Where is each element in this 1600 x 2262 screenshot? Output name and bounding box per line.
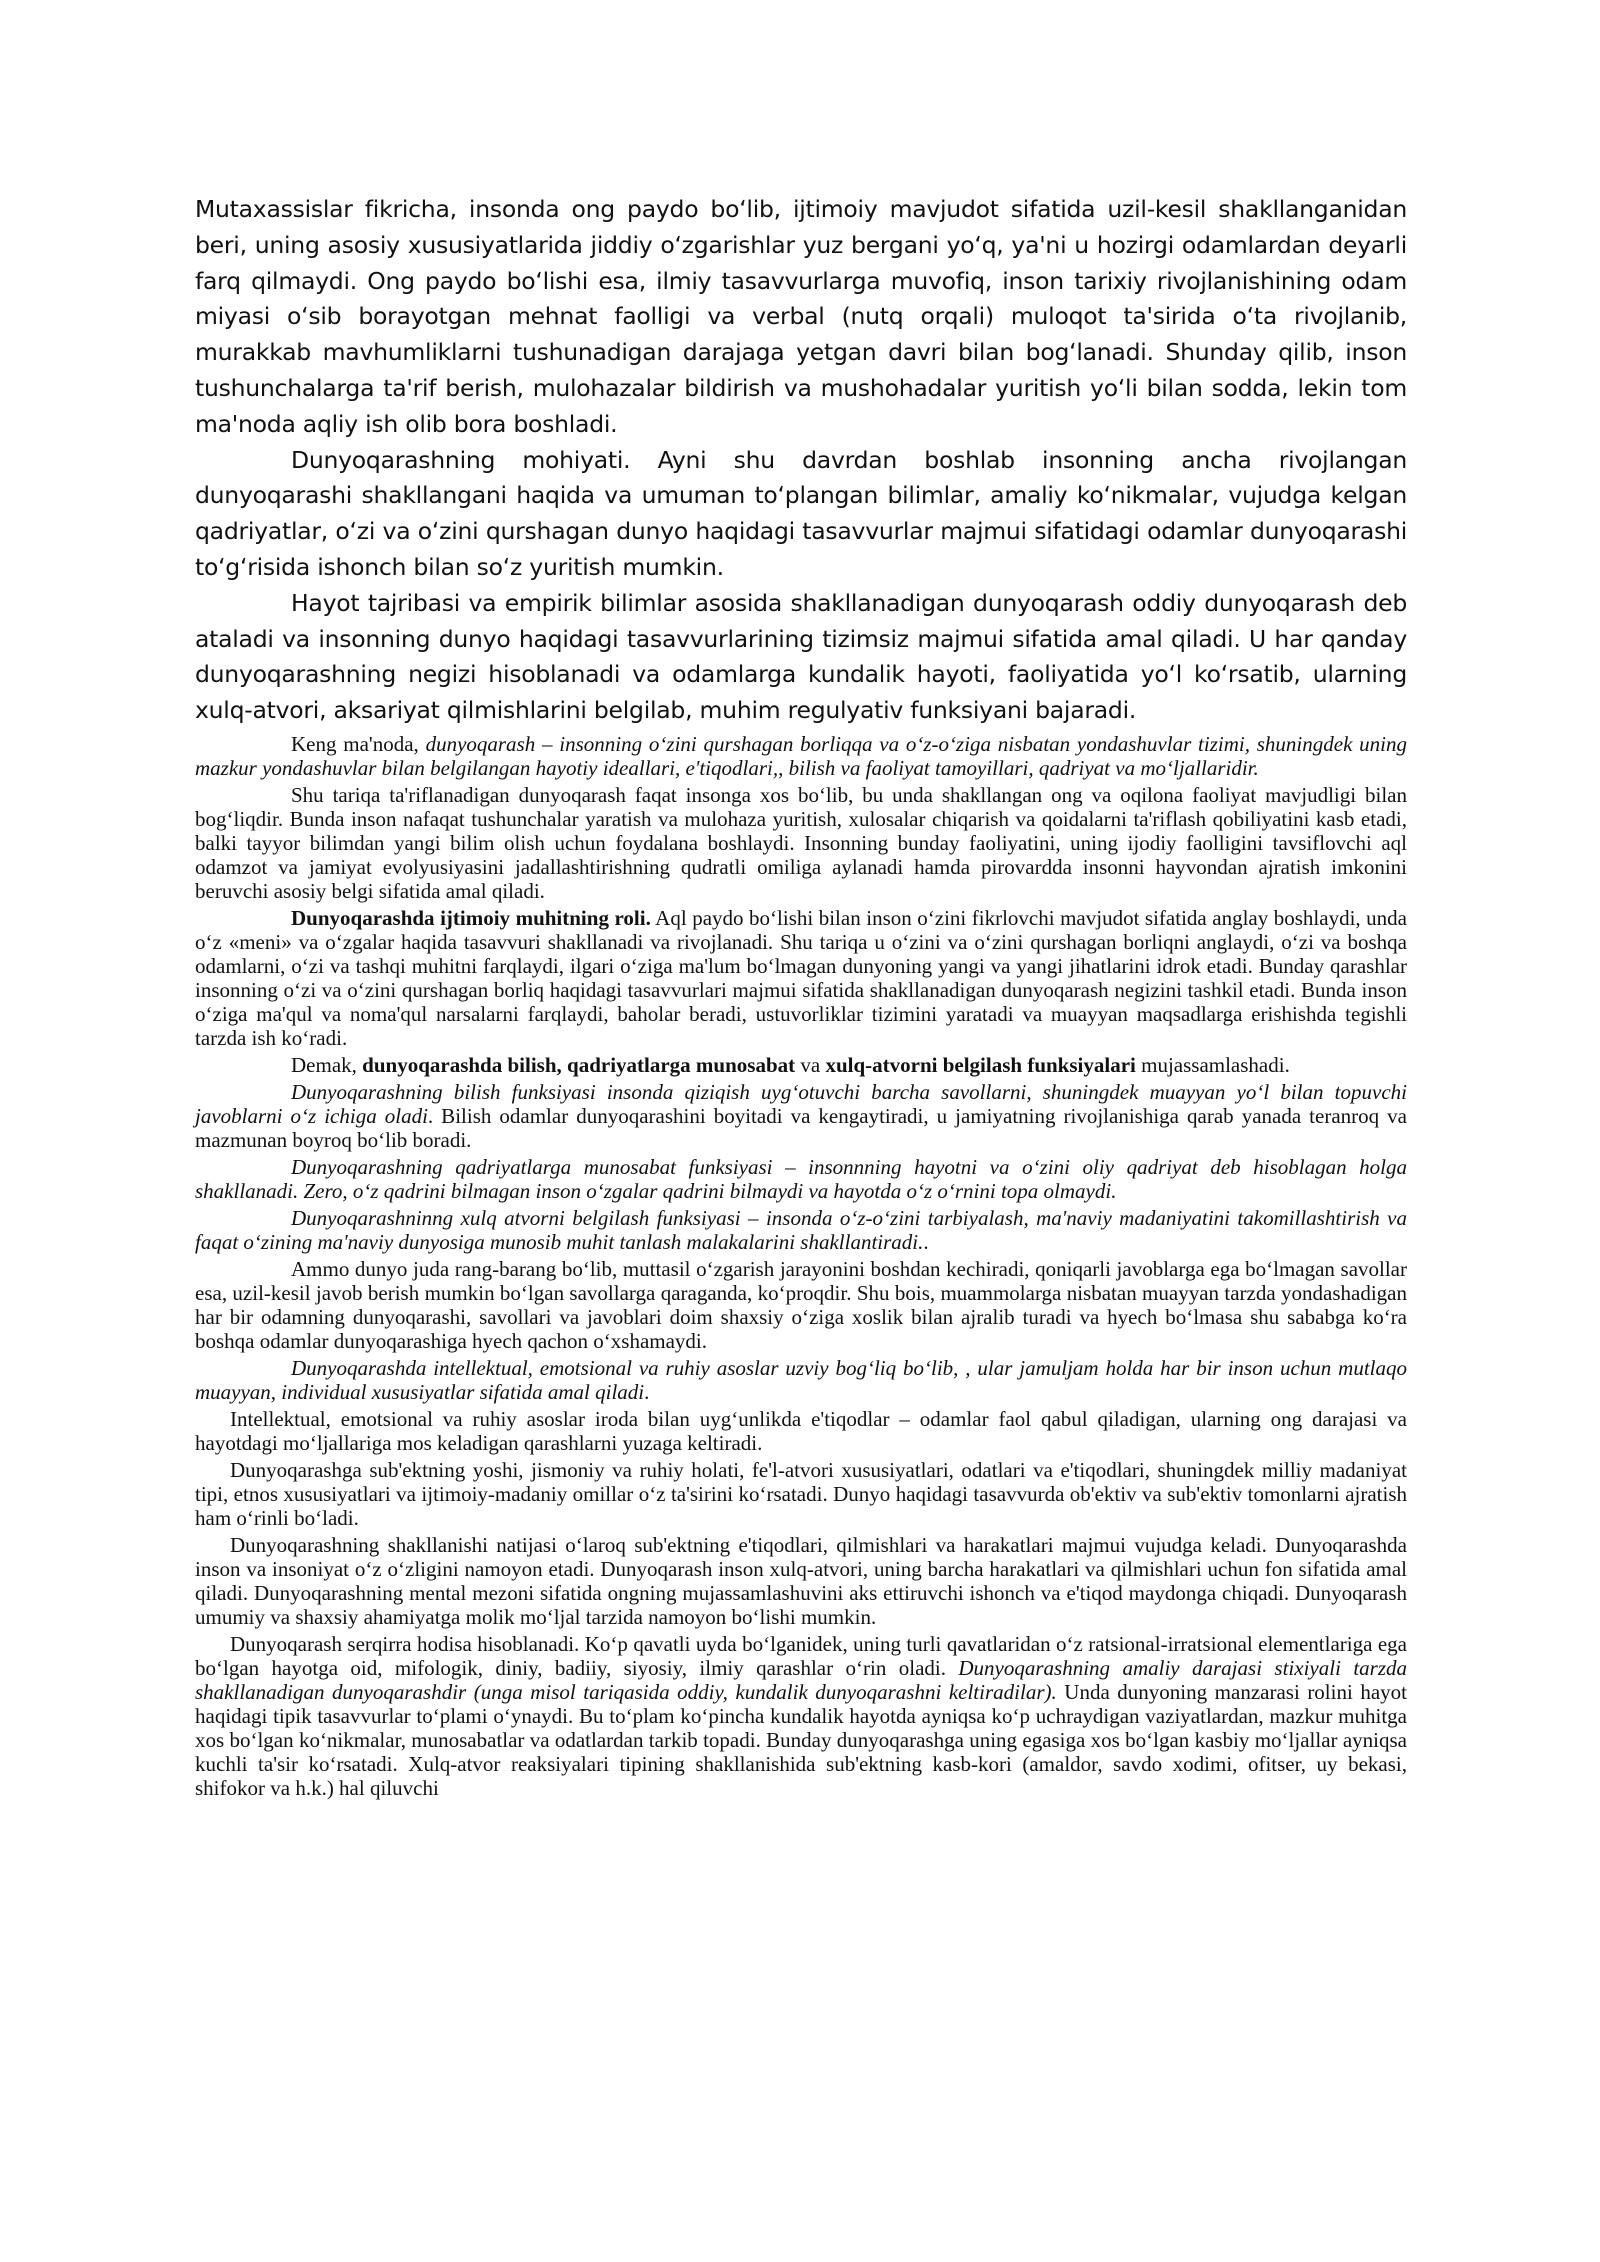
paragraph: Dunyoqarashning shakllanishi natijasi oʻlaroq sub'ektning e'tiqodlari, qilmishlari va harakatlari majmui vujudga keladi. Dunyoqarashda inson va insoniyat oʻz oʻzligini namoyon etadi. Dunyoqarash inson xulq-atvori, uning barcha harakatlari va qilmishlari uchun fon sifatida amal qiladi. Dunyoqarashning mental mezoni sifatida ongning mujassamlashuvini aks ettiruvchi ishonch va e'tiqod maydonga chiqadi. Dunyoqarash umumiy va shaxsiy ahamiyatga molik moʻljal tarzida namoyon boʻlishi mumkin. bbox=[195, 1532, 1407, 1629]
paragraph: Dunyoqarashning mohiyati. Ayni shu davrdan boshlab insonning ancha rivojlangan dunyoqarashi shakllangani haqida va umuman toʻplangan bilimlar, amaliy koʻnikmalar, vujudga kelgan qadriyatlar, oʻzi va oʻzini qurshagan dunyo haqidagi tasavvurlar majmui sifatidagi odamlar dunyoqarashi toʻgʻrisida ishonch bilan soʻz yuritish mumkin. bbox=[195, 445, 1407, 581]
italic-definition: Dunyoqarashning amaliy darajasi stixiyali tarzda shakllanadigan dunyoqarashdir (unga misol tariqasida oddiy, kundalik dunyoqarashni keltiradilar). bbox=[195, 1655, 1407, 1704]
definition-paragraph bbox=[195, 732, 1407, 780]
italic-definition: dunyoqarash – insonning oʻzini qurshagan borliqqa va oʻz-oʻziga nisbatan yondashuvlar tizimi, shuningdek uning mazkur yondashuvlar bilan belgilangan hayotiy ideallari, e'tiqodlari,, bilish va faoliyat tamoyillari, qadriyat va moʻljallaridir. bbox=[195, 731, 1408, 780]
paragraph-text: . bbox=[644, 1379, 650, 1404]
paragraph: Shu tariqa ta'riflanadigan dunyoqarash faqat insonga xos boʻlib, bu unda shakllangan ong va oqilona faoliyat mavjudligi bilan bogʻliqdir. Bunda inson nafaqat tushunchalar yaratish va mulohaza yuritish, xulosalar chiqarish va qoidalarni ta'riflash qobiliyatini kasb etadi, balki tayyor bilimdan yangi bilim olish uchun foydalana boshlaydi. Insonning bunday faoliyatini, uning ijodiy faolligini tavsiflovchi aql odamzot va jamiyat evolyusiyasini jadallashtirishning qudratli omiliga aylanadi hamda pirovardda insonni hayvondan ajratish imkonini beruvchi asosiy belgi sifatida amal qiladi. bbox=[195, 782, 1407, 903]
paragraph: Dunyoqarashga sub'ektning yoshi, jismoniy va ruhiy holati, fe'l-atvori xususiyatlari, odatlari va e'tiqodlari, shuningdek milliy madaniyat tipi, etnos xususiyatlari va ijtimoiy-madaniy omillar oʻz ta'sirini koʻrsatadi. Dunyo haqidagi tasavvurda ob'ektiv va sub'ektiv tomonlarni ajratish ham oʻrinli boʻladi. bbox=[195, 1457, 1407, 1530]
paragraph: Ammo dunyo juda rang-barang boʻlib, muttasil oʻzgarish jarayonini boshdan kechiradi, qoniqarli javoblarga ega boʻlmagan savollar esa, uzil-kesil javob berish mumkin boʻlgan savollarga qaraganda, koʻproqdir. Shu bois, muammolarga nisbatan muayyan tarzda yondashadigan har bir odamning dunyoqarashi, savollari va javoblari doim shaxsiy oʻziga xoslik bilan ajralib turadi va hyech boʻlmasa shu sababga koʻra boshqa odamlar dunyoqarashiga hyech qachon oʻxshamaydi. bbox=[195, 1256, 1407, 1353]
italic-definition: Dunyoqarashning bilish funksiyasi insonda qiziqish uygʻotuvchi barcha savollarni, shuningdek muayyan yoʻl bilan topuvchi javoblarni oʻz ichiga oladi bbox=[195, 1079, 1407, 1128]
paragraph-text: . bbox=[923, 1229, 929, 1254]
bold-term: dunyoqarashda bilish, qadriyatlarga munosabat bbox=[362, 1052, 796, 1077]
paragraph-text: mujassamlashadi. bbox=[1135, 1052, 1290, 1077]
paragraph-text: Aql paydo boʻlishi bilan inson oʻzini fikrlovchi mavjudot sifatida anglay boshlaydi, unda oʻz «meni» va oʻzgalar haqida tasavvuri shakllanadi va rivojlanadi. Shu tariqa u oʻzini va oʻzini qurshagan borliqni anglaydi, oʻzi va boshqa odamlarni, oʻzi va tashqi muhitni farqlaydi, ilgari oʻziga ma'lum boʻlmagan dunyoning yangi va yangi jihatlarini idrok etadi. Bunday qarashlar insonning oʻzi va oʻzini qurshagan borliq haqidagi tasavvurlari majmui sifatida shakllanadigan dunyoqarash negizini tashkil etadi. Bunda inson oʻziga ma'qul va noma'qul narsalarni farqlaydi, baholar beradi, ustuvorliklar tizimini yaratadi va muayyan maqsadlarga erishishda tegishli tarzda ish koʻradi. bbox=[195, 905, 1407, 1050]
paragraph-text: . Bilish odamlar dunyoqarashini boyitadi va kengaytiradi, u jamiyatning rivojlanishiga qarab yanada teranroq va mazmunan boyroq boʻlib boradi. bbox=[195, 1103, 1407, 1152]
paragraph bbox=[195, 1080, 1407, 1152]
paragraph-text: Demak, bbox=[291, 1052, 363, 1077]
paragraph bbox=[195, 1053, 1407, 1077]
document-page bbox=[195, 192, 1407, 1800]
paragraph bbox=[195, 1356, 1407, 1404]
paragraph bbox=[195, 906, 1407, 1050]
bold-term: xulq-atvorni belgilash funksiyalari bbox=[825, 1052, 1136, 1077]
italic-definition: Dunyoqarashning qadriyatlarga munosabat funksiyasi – insonnning hayotni va oʻzini oliy qadriyat deb hisoblagan holga shakllanadi. Zero, oʻz qadrini bilmagan inson oʻzgalar qadrini bilmaydi va hayotda oʻz oʻrnini topa olmaydi. bbox=[195, 1154, 1407, 1203]
paragraph: Hayot tajribasi va empirik bilimlar asosida shakllanadigan dunyoqarash oddiy dunyoqarash deb ataladi va insonning dunyo haqidagi tasavvurlarining tizimsiz majmui sifatida amal qiladi. U har qanday dunyoqarashning negizi hisoblanadi va odamlarga kundalik hayoti, faoliyatida yoʻl koʻrsatib, ularning xulq-atvori, aksariyat qilmishlarini belgilab, muhim regulyativ funksiyani bajaradi. bbox=[195, 588, 1407, 725]
paragraph-text: Unda dunyoning manzarasi rolini hayot haqidagi tipik tasavvurlar toʻplami oʻynaydi. Bu toʻplam koʻpincha kundalik hayotda ayniqsa koʻp uchraydigan vaziyatlardan, mazkur muhitga xos boʻlgan koʻnikmalar, munosabatlar va odatlardan tarkib topadi. Bunday dunyoqarashga uning egasiga xos boʻlgan kasbiy moʻljallar ayniqsa kuchli ta'sir koʻrsatadi. Xulq-atvor reaksiyalari tipining shakllanishida sub'ektning kasb-kori (amaldor, savdo xodimi, ofitser, uy bekasi, shifokor va h.k.) hal qiluvchi bbox=[195, 1679, 1408, 1800]
italic-definition: Dunyoqarashninng xulq atvorni belgilash funksiyasi – insonda oʻz-oʻzini tarbiyalash, ma'naviy madaniyatini takomillashtirish va faqat oʻzining ma'naviy dunyosiga munosib muhit tanlash malakalarini shakllantiradi. bbox=[195, 1205, 1407, 1254]
paragraph-lead: Keng ma'noda, bbox=[291, 731, 426, 756]
paragraph: Intellektual, emotsional va ruhiy asoslar iroda bilan uygʻunlikda e'tiqodlar – odamlar faol qabul qiladigan, ularning ong darajasi va hayotdagi moʻljallariga mos keladigan qarashlarni yuzaga keltiradi. bbox=[195, 1406, 1407, 1455]
paragraph bbox=[195, 1206, 1407, 1254]
paragraph bbox=[195, 1155, 1407, 1203]
paragraph-text: Dunyoqarash serqirra hodisa hisoblanadi. Koʻp qavatli uyda boʻlganidek, uning turli qavatlaridan oʻz ratsional-irratsional elementlariga ega boʻlgan hayotga oid, mifologik, diniy, badiiy, siyosiy, ilmiy qarashlar oʻrin oladi. bbox=[195, 1631, 1407, 1680]
italic-definition: Dunyoqarashda intellektual, emotsional va ruhiy asoslar uzviy bogʻliq boʻlib, , ular jamuljam holda har bir inson uchun mutlaqo muayyan, individual xususiyatlar sifatida amal qiladi bbox=[195, 1355, 1407, 1404]
paragraph bbox=[195, 1632, 1407, 1800]
paragraph-text: va bbox=[795, 1052, 826, 1077]
section-heading: Dunyoqarashda ijtimoiy muhitning roli. bbox=[291, 905, 651, 930]
paragraph: Mutaxassislar fikricha, insonda ong paydo boʻlib, ijtimoiy mavjudot sifatida uzil-kesil shakllanganidan beri, uning asosiy xususiyatlarida jiddiy oʻzgarishlar yuz bergani yoʻq, ya'ni u hozirgi odamlardan deyarli farq qilmaydi. Ong paydo boʻlishi esa, ilmiy tasavvurlarga muvofiq, inson tarixiy rivojlanishining odam miyasi oʻsib borayotgan mehnat faolligi va verbal (nutq orqali) muloqot ta'sirida oʻta rivojlanib, murakkab mavhumliklarni tushunadigan darajaga yetgan davri bilan bogʻlanadi. Shunday qilib, inson tushunchalarga ta'rif berish, mulohazalar bildirish va mushohadalar yuritish yoʻli bilan sodda, lekin tom ma'noda aqliy ish olib bora boshladi. bbox=[195, 195, 1407, 438]
